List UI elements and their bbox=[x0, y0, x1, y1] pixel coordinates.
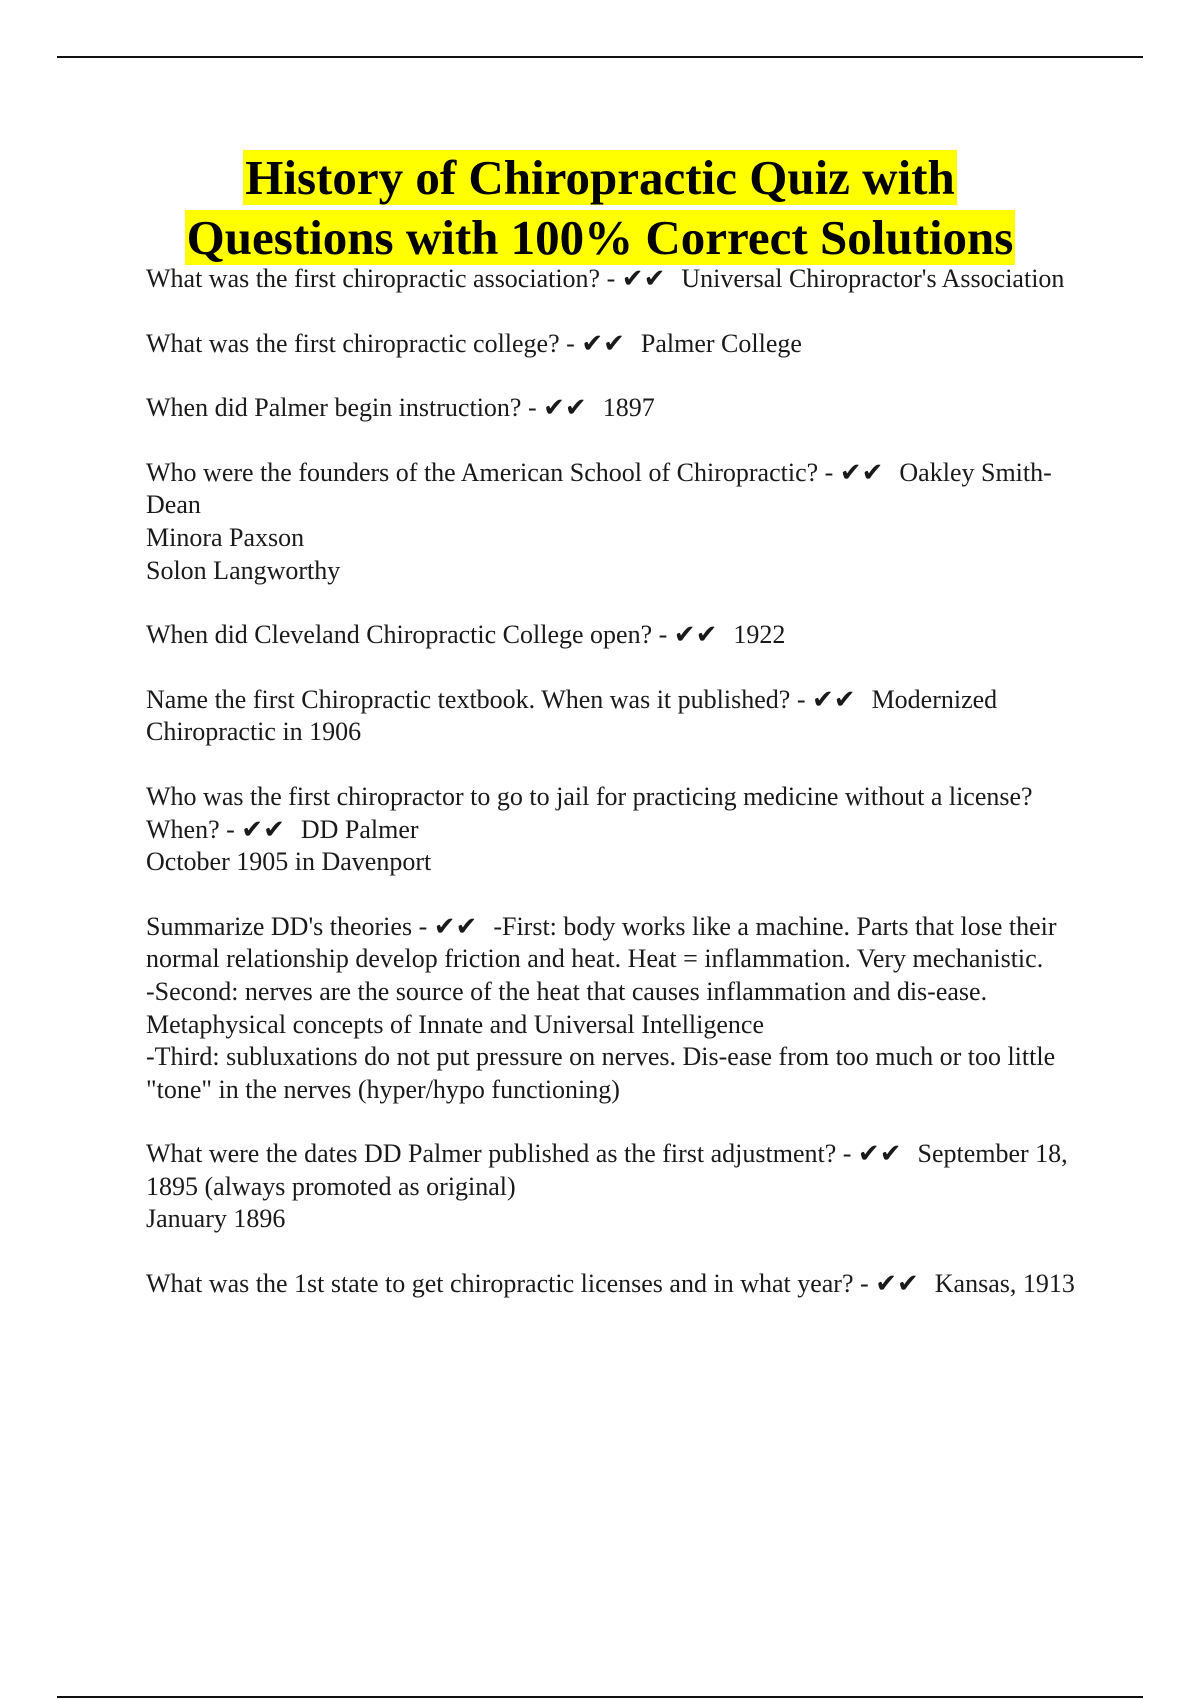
double-check-icon: ✔✔ bbox=[673, 620, 718, 650]
answer-text: Oakley Smith- Dean Minora Paxson Solon Langworthy bbox=[146, 457, 1052, 585]
answer-text: Kansas, 1913 bbox=[934, 1269, 1075, 1299]
qa-item bbox=[146, 781, 1086, 879]
document-title bbox=[0, 148, 1200, 268]
question-text: Name the first Chiropractic textbook. When was it published? bbox=[146, 684, 791, 714]
question-separator: - bbox=[818, 457, 840, 487]
qa-item bbox=[146, 911, 1086, 1107]
answer-text: -First: body works like a machine. Parts that lose their normal relationship develop friction and heat. Heat = inflammation. Very mechanistic. -Second: nerves are the source of the heat that causes inflammation and dis-ease. Metaphysical concepts of Innate and Universal Intelligence -Third: subluxations do not put pressure on nerves. Dis-ease from too much or too little "tone" in the nerves (hyper/hypo functioning) bbox=[146, 911, 1057, 1104]
qa-item bbox=[146, 1138, 1086, 1236]
question-text: What was the 1st state to get chiropractic licenses and in what year? bbox=[146, 1269, 854, 1299]
question-answer-list bbox=[146, 263, 1086, 1333]
question-separator: - bbox=[412, 911, 434, 941]
answer-text: 1922 bbox=[733, 620, 786, 650]
answer-text: 1897 bbox=[602, 393, 655, 423]
question-text: When did Palmer begin instruction? bbox=[146, 393, 522, 423]
question-text: Who was the first chiropractor to go to jail for practicing medicine without a license? When? bbox=[146, 781, 1033, 844]
qa-item bbox=[146, 684, 1086, 749]
answer-text: Universal Chiropractor's Association bbox=[681, 264, 1065, 293]
question-separator: - bbox=[853, 1269, 876, 1299]
question-separator: - bbox=[521, 393, 544, 423]
double-check-icon: ✔✔ bbox=[433, 911, 478, 941]
footer-rule bbox=[57, 1696, 1143, 1698]
qa-item bbox=[146, 619, 1086, 652]
qa-item bbox=[146, 392, 1086, 425]
qa-item bbox=[146, 328, 1086, 361]
question-separator: - bbox=[836, 1139, 858, 1169]
double-check-icon: ✔✔ bbox=[543, 393, 587, 423]
qa-item bbox=[146, 263, 1086, 296]
question-separator: - bbox=[219, 814, 242, 844]
header-rule bbox=[57, 56, 1143, 58]
title-line-2: Questions with 100% Correct Solutions bbox=[186, 210, 1014, 265]
qa-item bbox=[146, 457, 1086, 587]
double-check-icon: ✔✔ bbox=[857, 1139, 902, 1169]
question-separator: - bbox=[652, 620, 674, 650]
question-separator: - bbox=[790, 684, 812, 714]
double-check-icon: ✔✔ bbox=[839, 457, 884, 487]
answer-text: Palmer College bbox=[640, 328, 802, 358]
double-check-icon: ✔✔ bbox=[241, 814, 285, 844]
title-line-1: History of Chiropractic Quiz with bbox=[245, 150, 955, 205]
answer-text: Modernized Chiropractic in 1906 bbox=[146, 684, 998, 747]
qa-item bbox=[146, 1268, 1086, 1301]
answer-text: DD Palmer October 1905 in Davenport bbox=[146, 814, 432, 877]
question-text: Summarize DD's theories bbox=[146, 911, 413, 941]
question-text: Who were the founders of the American School of Chiropractic? bbox=[146, 457, 819, 487]
double-check-icon: ✔✔ bbox=[875, 1269, 919, 1299]
question-separator: - bbox=[600, 264, 622, 293]
question-text: What was the first chiropractic college? bbox=[146, 328, 560, 358]
question-text: What were the dates DD Palmer published as the first adjustment? bbox=[146, 1139, 837, 1169]
double-check-icon: ✔✔ bbox=[581, 328, 625, 358]
double-check-icon: ✔✔ bbox=[621, 264, 666, 293]
double-check-icon: ✔✔ bbox=[811, 684, 856, 714]
answer-text: September 18, 1895 (always promoted as original) January 1896 bbox=[146, 1139, 1068, 1234]
question-separator: - bbox=[559, 328, 582, 358]
question-text: When did Cleveland Chiropractic College open? bbox=[146, 620, 653, 650]
question-text: What was the first chiropractic association? bbox=[146, 264, 601, 293]
